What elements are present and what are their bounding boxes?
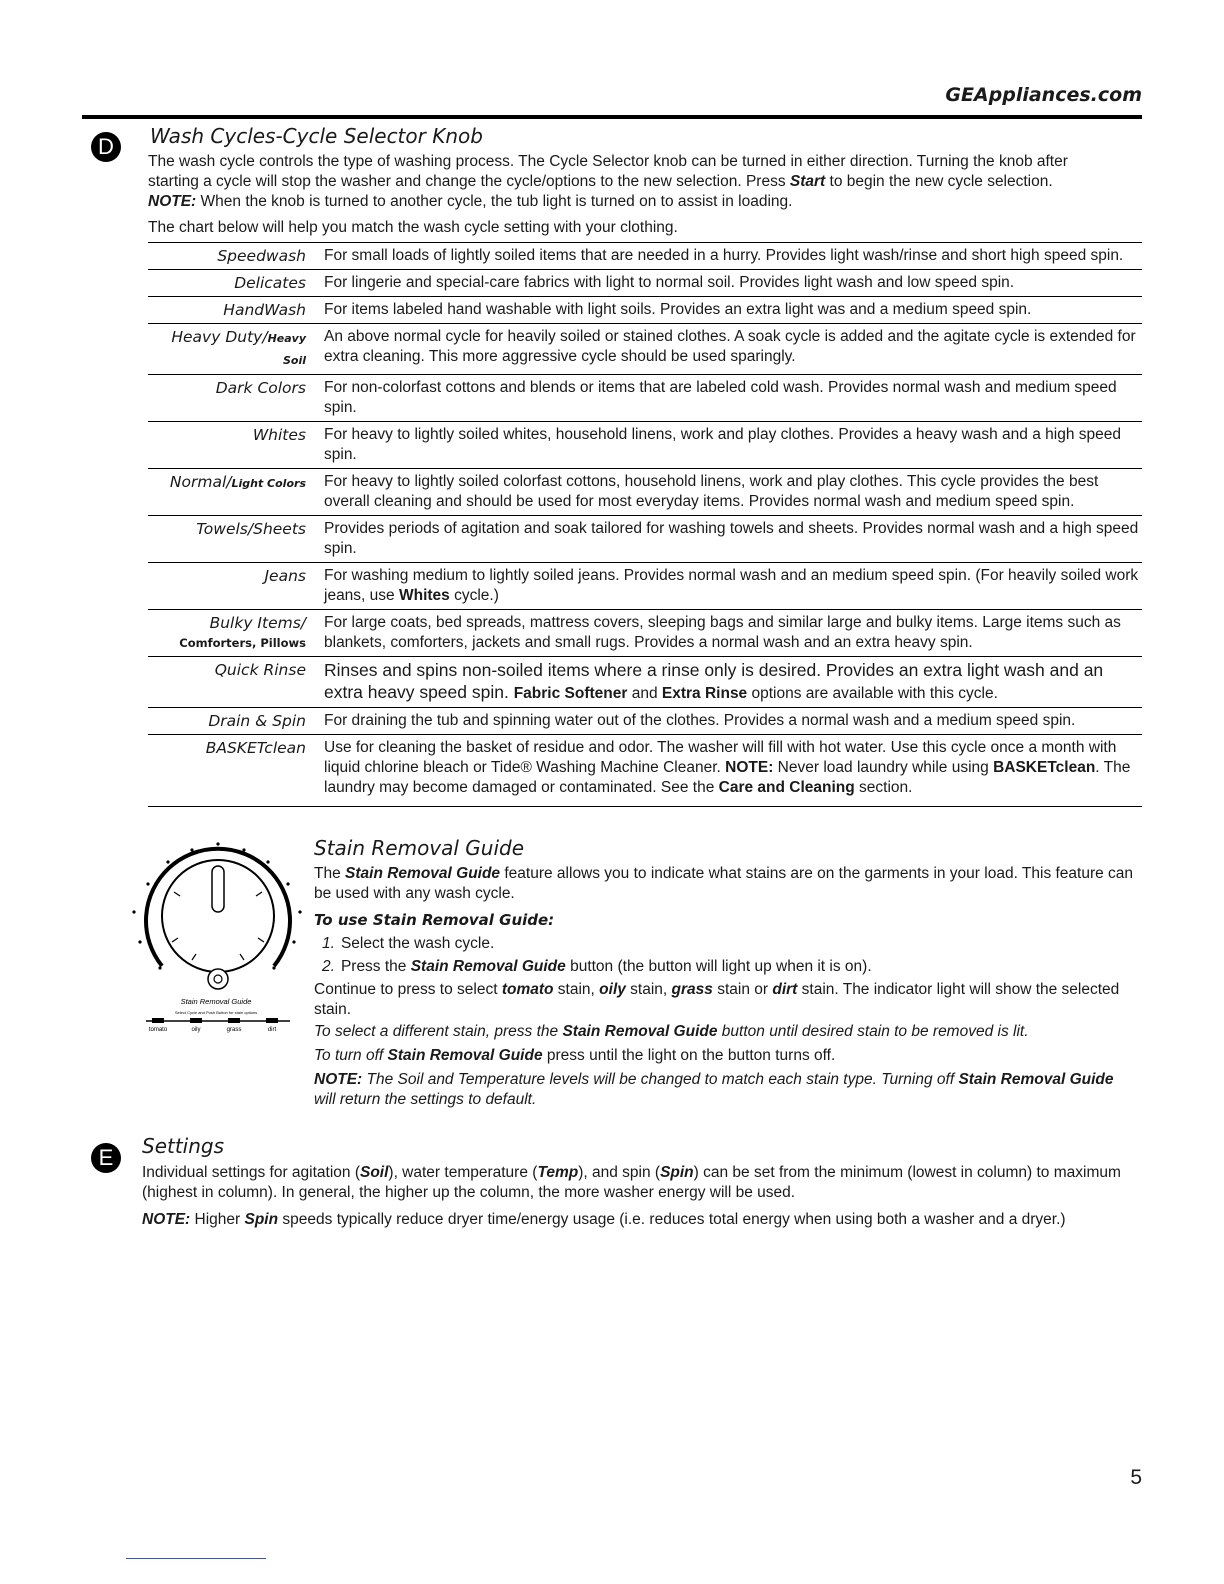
header-rule: [82, 115, 1142, 119]
whites-term: Whites: [398, 587, 450, 604]
text: ), water temperature (: [388, 1164, 538, 1181]
table-row: [148, 324, 1142, 375]
cycle-name: Whites: [148, 422, 316, 469]
basketclean-term: BASKETclean: [993, 759, 1096, 776]
note-text: When the knob is turned to another cycle, the tub light is turned on to assist in loading.: [196, 193, 793, 210]
cycle-desc: For draining the tub and spinning water out of the clothes. Provides a normal wash and a medium speed spin.: [316, 708, 1142, 735]
cycle-name-sub: Light Colors: [231, 477, 306, 490]
settings-text: [142, 1163, 1142, 1203]
stain-guide-term: Stain Removal Guide: [562, 1023, 718, 1040]
cycle-desc: For non-colorfast cottons and blends or items that are labeled cold wash. Provides normal wash and medium speed spin.: [316, 375, 1142, 422]
table-row: [148, 375, 1142, 422]
text: will return the settings to default.: [314, 1091, 537, 1108]
text: The Soil and Temperature levels will be changed to match each stain type. Turning off: [362, 1071, 959, 1088]
cycle-name: Jeans: [148, 563, 316, 610]
dirt-term: dirt: [772, 981, 798, 998]
spin-term: Spin: [660, 1164, 694, 1181]
step-number: 2.: [322, 958, 335, 975]
cycle-name: Towels/Sheets: [148, 516, 316, 563]
knob-sublabel: Select Cycle and Push Button for stain options: [174, 1010, 258, 1015]
text: To select a different stain, press the: [314, 1023, 563, 1040]
desc-text: . The laundry may become damaged or contaminated. See the: [324, 759, 1131, 796]
use-stain-guide-heading: To use Stain Removal Guide:: [314, 911, 555, 929]
stain-select-text: [314, 980, 1134, 1020]
cycle-name: HandWash: [148, 297, 316, 324]
desc-text: For washing medium to lightly soiled jeans. Provides normal wash and an medium speed spin. (For heavily soiled work jeans, use: [324, 567, 1139, 604]
care-cleaning-term: Care and Cleaning: [718, 779, 855, 796]
step-text: Press the: [340, 958, 411, 975]
text: Individual settings for agitation (: [142, 1164, 360, 1181]
cycle-name-main: Bulky Items/: [209, 614, 306, 632]
stain-guide-term: Stain Removal Guide: [345, 865, 501, 882]
note-label: NOTE:: [142, 1211, 191, 1228]
table-row: [148, 657, 1142, 708]
cycle-name-sub: Heavy Soil: [267, 332, 306, 367]
soil-term: Soil: [359, 1164, 389, 1181]
stain-guide-steps: [322, 932, 872, 978]
cycle-name: Delicates: [148, 270, 316, 297]
cycle-desc: For large coats, bed spreads, mattress covers, sleeping bags and similar large and bulky items. Large items such as blankets, comforters, jackets and small rugs. Provides a normal wash and an extra heavy spin.: [316, 610, 1142, 657]
note-label: NOTE:: [725, 759, 774, 776]
table-row: [148, 708, 1142, 735]
cycle-name-main: Normal/: [169, 473, 232, 491]
desc-text: Never load laundry while using: [773, 759, 994, 776]
cycle-desc: An above normal cycle for heavily soiled or stained clothes. A soak cycle is added and the agitate cycle is extended for extra cleaning. This more aggressive cycle should be used sparingly.: [316, 324, 1142, 375]
stain-guide-term: Stain Removal Guide: [410, 958, 566, 975]
stain-guide-title: Stain Removal Guide: [314, 836, 525, 860]
desc-text: and: [627, 685, 662, 702]
text: speeds typically reduce dryer time/energy usage (i.e. reduces total energy when using both a washer and a dryer.): [278, 1211, 1066, 1228]
table-row: [148, 516, 1142, 563]
stain-note: [314, 1070, 1134, 1110]
stain-label-tomato: tomato: [148, 1027, 168, 1033]
desc-text: options are available with this cycle.: [747, 685, 998, 702]
step-text: button (the button will light up when it is on).: [565, 958, 872, 975]
settings-note: [142, 1210, 1142, 1230]
step-number: 1.: [322, 935, 335, 952]
cycle-desc: For items labeled hand washable with light soils. Provides an extra light was and a medium speed spin.: [316, 297, 1142, 324]
list-item: [322, 955, 872, 978]
table-row: [148, 735, 1142, 807]
text: Continue to press to select: [314, 981, 502, 998]
table-row: [148, 422, 1142, 469]
stain-change-text: [314, 1022, 1134, 1042]
text: To turn off: [314, 1047, 388, 1064]
intro-text-2: to begin the new cycle selection.: [825, 173, 1053, 190]
text: button until desired stain to be removed is lit.: [717, 1023, 1029, 1040]
table-row: [148, 563, 1142, 610]
desc-text: Rinses and spins non-soiled items where a rinse only is desired. Provides an extra light wash and an extra heavy speed spin.: [324, 660, 1104, 702]
intro-text: The wash cycle controls the type of washing process. The Cycle Selector knob can be turned in either direction. Turning the knob after starting a cycle will stop the washer and change the cycle/options to the new selection. Press: [148, 153, 1068, 190]
text: ), and spin (: [578, 1164, 661, 1181]
text: stain. The indicator light will show the selected stain.: [314, 981, 1120, 1018]
section-badge-e: E: [91, 1143, 121, 1173]
stain-guide-intro: [314, 864, 1134, 904]
cycle-desc: [316, 563, 1142, 610]
wash-cycle-intro: [148, 152, 1108, 212]
cycle-name: [148, 469, 316, 516]
cycle-desc: For lingerie and special-care fabrics with light to normal soil. Provides light wash and low speed spin.: [316, 270, 1142, 297]
cycle-desc: For small loads of lightly soiled items that are needed in a hurry. Provides light wash/rinse and short high speed spin.: [316, 243, 1142, 270]
desc-text: section.: [854, 779, 913, 796]
cycle-name: BASKETclean: [148, 735, 316, 807]
stain-off-text: [314, 1046, 1134, 1066]
cycle-desc: Provides periods of agitation and soak tailored for washing towels and sheets. Provides normal wash and a high speed spin.: [316, 516, 1142, 563]
note-label: NOTE:: [314, 1071, 363, 1088]
start-term: Start: [789, 173, 826, 190]
list-item: [322, 932, 872, 955]
section-title-settings: Settings: [142, 1134, 225, 1158]
stain-label-grass: grass: [226, 1027, 242, 1033]
text: stain,: [625, 981, 672, 998]
cycle-desc: For heavy to lightly soiled whites, household linens, work and play clothes. Provides a heavy wash and a high speed spin.: [316, 422, 1142, 469]
spin-term: Spin: [244, 1211, 279, 1228]
cycle-name: [148, 324, 316, 375]
knob-label: Stain Removal Guide: [180, 997, 252, 1006]
text: stain,: [553, 981, 600, 998]
tomato-term: tomato: [501, 981, 554, 998]
table-row: [148, 297, 1142, 324]
chart-intro: The chart below will help you match the wash cycle setting with your clothing.: [148, 219, 678, 236]
cycle-name-sub: Comforters, Pillows: [179, 636, 306, 650]
temp-term: Temp: [537, 1164, 579, 1181]
stain-label-dirt: dirt: [267, 1027, 277, 1033]
table-row: [148, 243, 1142, 270]
text: ) can be set from the minimum (lowest in column) to maximum (highest in column). In general, the higher up the column, the more washer energy will be used.: [142, 1164, 1121, 1201]
cycle-name: [148, 610, 316, 657]
cycle-desc: For heavy to lightly soiled colorfast cottons, household linens, work and play clothes. This cycle provides the best overall cleaning and should be used for most everyday items. Provides normal wash and medium speed spin.: [316, 469, 1142, 516]
cycle-name: Quick Rinse: [148, 657, 316, 708]
text: stain or: [712, 981, 773, 998]
section-title-wash-cycles: Wash Cycles-Cycle Selector Knob: [150, 124, 483, 148]
text: The: [314, 865, 346, 882]
cycle-table: [148, 242, 1142, 807]
cycle-knob-illustration: [128, 838, 304, 1038]
section-badge-d: D: [91, 132, 121, 162]
text: feature allows you to indicate what stains are on the garments in your load. This feature can be used with any wash cycle.: [314, 865, 1134, 902]
cycle-name: Speedwash: [148, 243, 316, 270]
desc-text: cycle.): [449, 587, 499, 604]
oily-term: oily: [599, 981, 626, 998]
table-row: [148, 469, 1142, 516]
table-row: [148, 270, 1142, 297]
stain-guide-term: Stain Removal Guide: [387, 1047, 543, 1064]
site-url: GEAppliances.com: [945, 84, 1142, 106]
step-text: Select the wash cycle.: [340, 935, 495, 952]
cycle-name: Drain & Spin: [148, 708, 316, 735]
cycle-name: Dark Colors: [148, 375, 316, 422]
fabric-softener-term: Fabric Softener: [513, 685, 628, 702]
cycle-name-main: Heavy Duty/: [171, 328, 268, 346]
note-label: NOTE:: [148, 193, 197, 210]
cycle-desc: [316, 735, 1142, 807]
stain-label-oily: oily: [191, 1027, 201, 1033]
stain-guide-term: Stain Removal Guide: [958, 1071, 1114, 1088]
table-row: [148, 610, 1142, 657]
cycle-desc: [316, 657, 1142, 708]
grass-term: grass: [671, 981, 713, 998]
link-underline: [126, 1558, 266, 1559]
page-number: 5: [1130, 1466, 1142, 1489]
extra-rinse-term: Extra Rinse: [661, 685, 748, 702]
text: Higher: [190, 1211, 245, 1228]
text: press until the light on the button turns off.: [542, 1047, 836, 1064]
desc-text: Use for cleaning the basket of residue and odor. The washer will fill with hot water. Use this cycle once a month with liquid chlorine bleach or Tide® Washing Machine Cleaner.: [324, 739, 1117, 776]
